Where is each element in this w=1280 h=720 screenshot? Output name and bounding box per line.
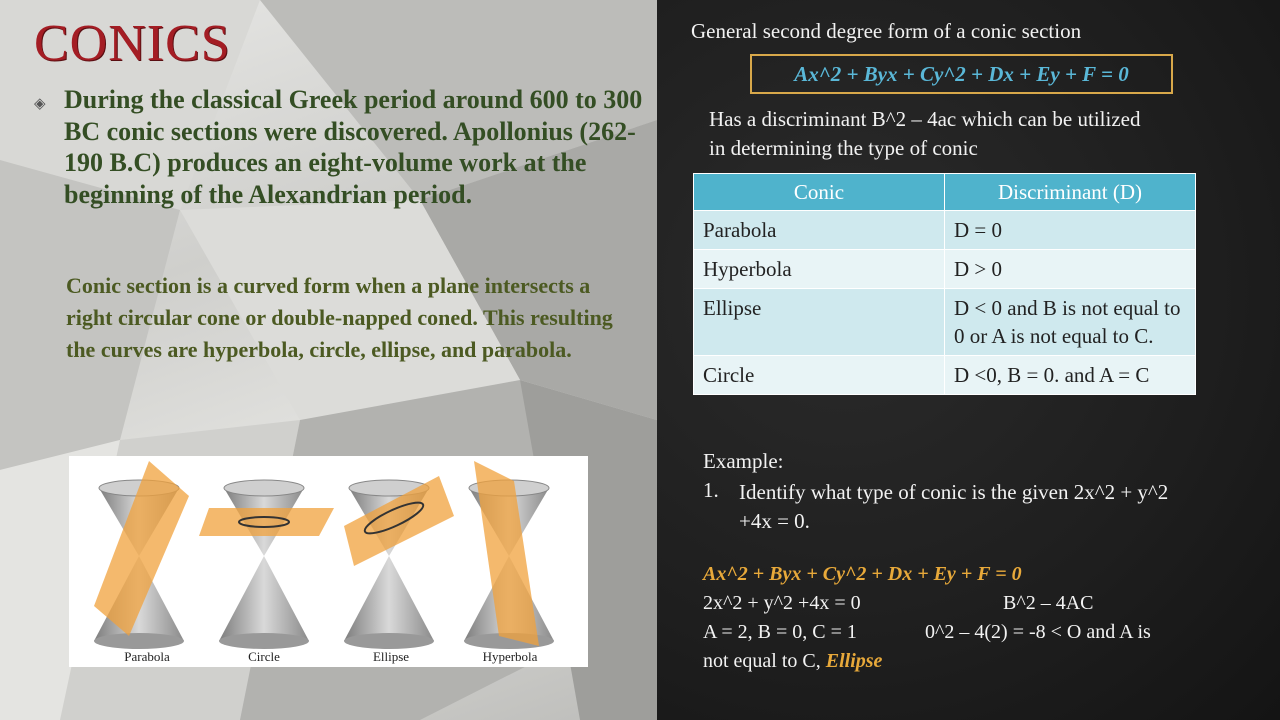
work-conclusion	[703, 650, 882, 673]
table-row	[694, 356, 1196, 395]
general-formula-box	[750, 54, 1173, 94]
right-slide-panel	[657, 0, 1280, 720]
figure-label-circle: Circle	[248, 649, 280, 664]
figure-label-parabola: Parabola	[124, 649, 170, 664]
table-cell: D > 0	[945, 250, 1196, 289]
table-cell: D = 0	[945, 211, 1196, 250]
work-equation: 2x^2 + y^2 +4x = 0	[703, 592, 861, 614]
table-header-row	[694, 174, 1196, 211]
history-bullet-text: During the classical Greek period around 600 to 300 BC conic sections were discovered. Apollonius (262-190 B.C) produces an eight-volume work at the beginning of the Alexandrian period.	[64, 85, 643, 209]
work-coefficients: A = 2, B = 0, C = 1	[703, 621, 857, 643]
diamond-bullet-icon: ◈	[34, 94, 46, 112]
table-row	[694, 211, 1196, 250]
discriminant-table	[693, 173, 1196, 395]
work-conclusion-text: not equal to C,	[703, 650, 826, 672]
page-title: CONICS	[34, 15, 231, 72]
formula-repeat: Ax^2 + Byx + Cy^2 + Dx + Ey + F = 0	[703, 563, 1022, 585]
answer-ellipse: Ellipse	[825, 650, 883, 672]
figure-label-ellipse: Ellipse	[372, 649, 410, 664]
conic-cones-illustration	[69, 456, 588, 667]
hyperbola-cone-icon	[464, 461, 554, 649]
definition-paragraph: Conic section is a curved form when a plane intersects a right circular cone or double-napped coned. This resulting the curves are hyperbola, circle, ellipse, and parabola.	[66, 273, 613, 362]
table-header-conic: Conic	[694, 174, 945, 211]
work-discriminant-formula: B^2 – 4AC	[1003, 592, 1094, 614]
discriminant-description: Has a discriminant B^2 – 4ac which can be utilized in determining the type of conic	[709, 107, 1141, 160]
table-row	[694, 289, 1196, 356]
parabola-cone-icon	[94, 461, 189, 649]
example-number: 1.	[703, 478, 719, 502]
conic-sections-figure	[69, 456, 588, 667]
ellipse-cone-icon	[344, 476, 454, 649]
table-cell: Hyperbola	[694, 250, 945, 289]
table-cell: Circle	[694, 356, 945, 395]
table-cell: D < 0 and B is not equal to 0 or A is not equal to C.	[945, 289, 1196, 356]
figure-label-hyperbola: Hyperbola	[482, 649, 538, 664]
example-question: Identify what type of conic is the given 2x^2 + y^2 +4x = 0.	[739, 480, 1169, 533]
table-cell: Parabola	[694, 211, 945, 250]
circle-cone-icon	[199, 480, 334, 649]
table-cell: Ellipse	[694, 289, 945, 356]
table-row	[694, 250, 1196, 289]
general-form-heading: General second degree form of a conic section	[691, 19, 1082, 43]
table-header-discriminant: Discriminant (D)	[945, 174, 1196, 211]
work-discriminant-value: 0^2 – 4(2) = -8 < O and A is	[925, 621, 1151, 643]
example-label: Example:	[703, 449, 784, 473]
general-formula: Ax^2 + Byx + Cy^2 + Dx + Ey + F = 0	[794, 62, 1129, 86]
table-cell: D <0, B = 0. and A = C	[945, 356, 1196, 395]
